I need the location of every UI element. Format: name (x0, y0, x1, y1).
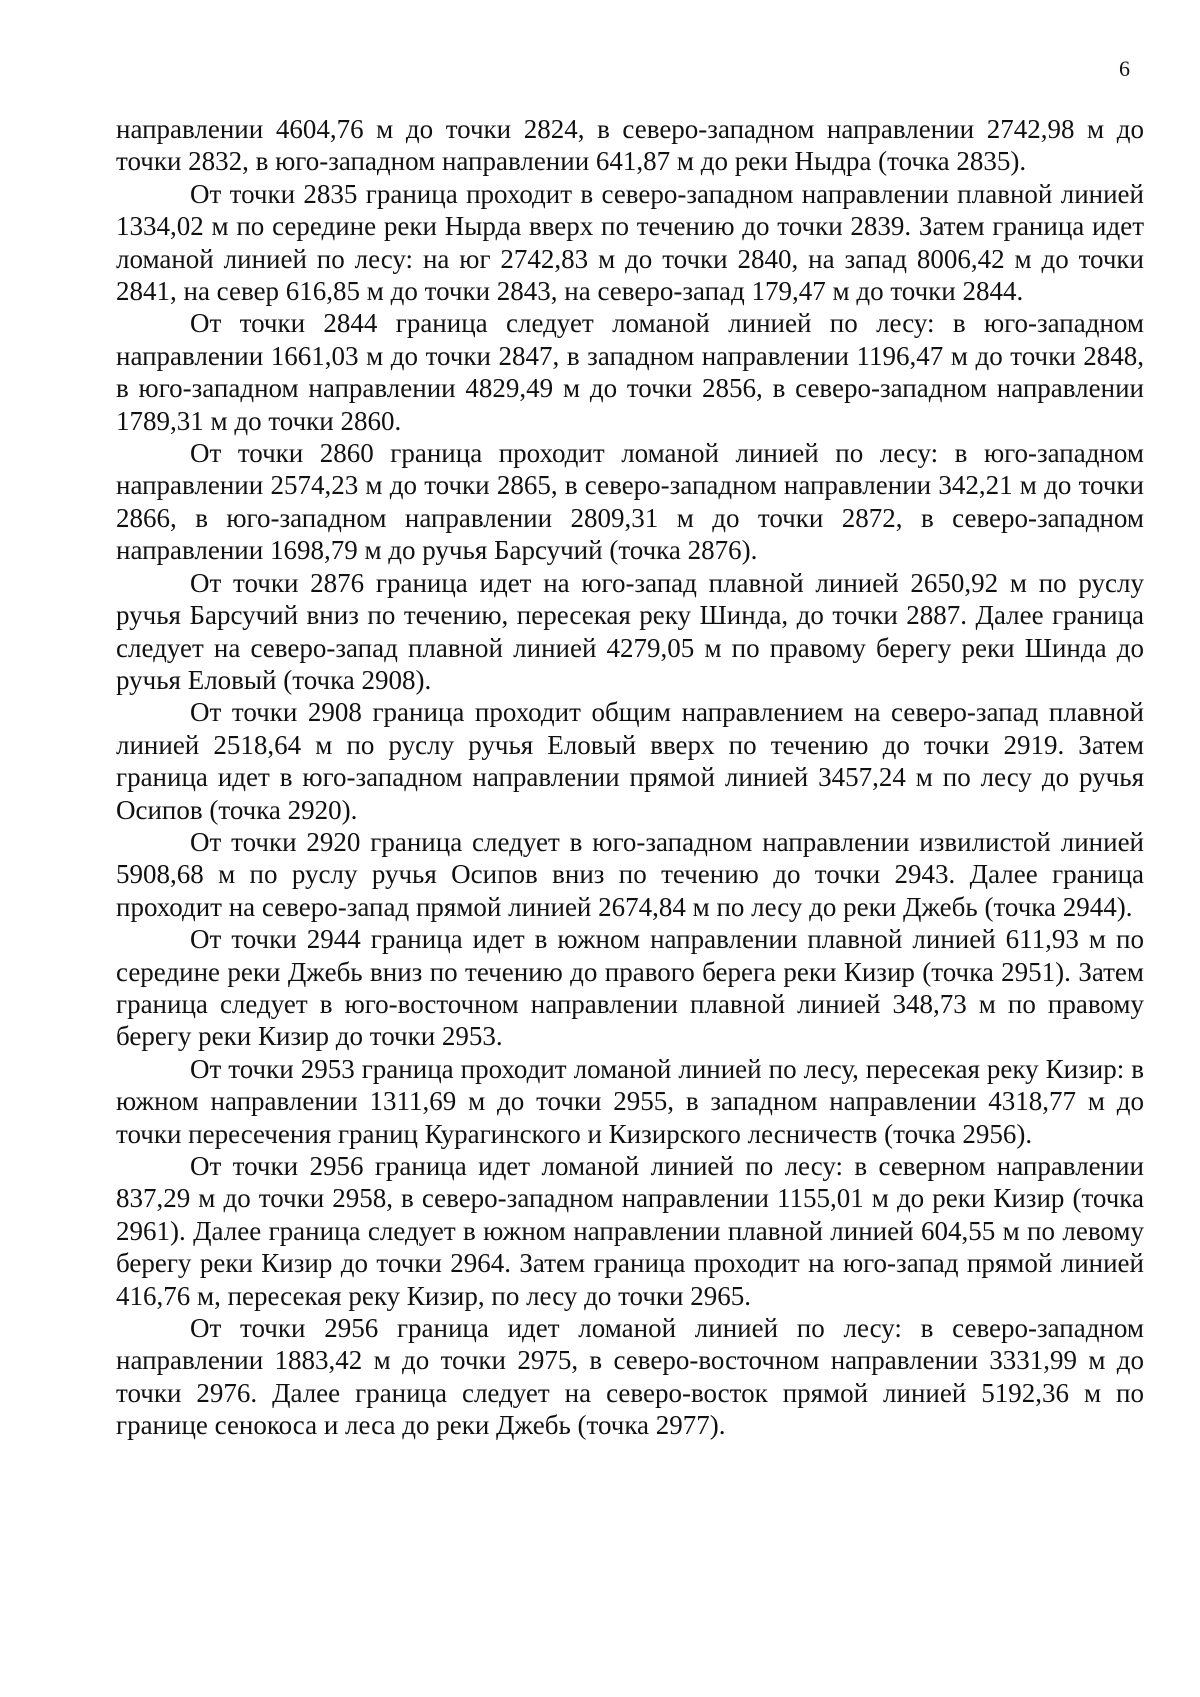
paragraph: От точки 2860 граница проходит ломаной линией по лесу: в юго-западном направлении 2574,23 м до точки 2865, в северо-западном направлении 342,21 м до точки 2866, в юго-западном направлении 2809,31 м до точки 2872, в северо-западном направлении 1698,79 м до ручья Барсучий (точка 2876). (116, 438, 1144, 566)
paragraph: От точки 2920 граница следует в юго-западном направлении извилистой линией 5908,68 м по руслу ручья Осипов вниз по течению до точки 2943. Далее граница проходит на северо-запад прямой линией 2674,84 м по лесу до реки Джебь (точка 2944). (116, 826, 1144, 922)
page-number: 6 (1119, 56, 1130, 81)
paragraph: От точки 2956 граница идет ломаной линией по лесу: в северо-западном направлении 1883,42 м до точки 2975, в северо-восточном направлении 3331,99 м до точки 2976. Далее граница следует на северо-восток прямой линией 5192,36 м по границе сенокоса и леса до реки Джебь (точка 2977). (116, 1313, 1144, 1441)
paragraph: направлении 4604,76 м до точки 2824, в северо-западном направлении 2742,98 м до точки 2832, в юго-западном направлении 641,87 м до реки Ныдра (точка 2835). (116, 114, 1144, 177)
paragraph: От точки 2956 граница идет ломаной линией по лесу: в северном направлении 837,29 м до точки 2958, в северо-западном направлении 1155,01 м до реки Кизир (точка 2961). Далее граница следует в южном направлении плавной линией 604,55 м по левому берегу реки Кизир до точки 2964. Затем граница проходит на юго-запад прямой линией 416,76 м, пересекая реку Кизир, по лесу до точки 2965. (116, 1151, 1144, 1311)
paragraph: От точки 2835 граница проходит в северо-западном направлении плавной линией 1334,02 м по середине реки Нырда вверх по течению до точки 2839. Затем граница идет ломаной линией по лесу: на юг 2742,83 м до точки 2840, на запад 8006,42 м до точки 2841, на север 616,85 м до точки 2843, на северо-запад 179,47 м до точки 2844. (116, 178, 1144, 307)
paragraph: От точки 2844 граница следует ломаной линией по лесу: в юго-западном направлении 1661,03 м до точки 2847, в западном направлении 1196,47 м до точки 2848, в юго-западном направлении 4829,49 м до точки 2856, в северо-западном направлении 1789,31 м до точки 2860. (116, 308, 1144, 436)
paragraph: От точки 2908 граница проходит общим направлением на северо-запад плавной линией 2518,64 м по руслу ручья Еловый вверх по течению до точки 2919. Затем граница идет в юго-западном направлении прямой линией 3457,24 м по лесу до ручья Осипов (точка 2920). (116, 697, 1144, 825)
document-body (116, 113, 1144, 1442)
paragraph: От точки 2876 граница идет на юго-запад плавной линией 2650,92 м по руслу ручья Барсучий вниз по течению, пересекая реку Шинда, до точки 2887. Далее граница следует на северо-запад плавной линией 4279,05 м по правому берегу реки Шинда до ручья Еловый (точка 2908). (116, 567, 1144, 695)
paragraph: От точки 2953 граница проходит ломаной линией по лесу, пересекая реку Кизир: в южном направлении 1311,69 м до точки 2955, в западном направлении 4318,77 м до точки пересечения границ Курагинского и Кизирского лесничеств (точка 2956). (116, 1053, 1144, 1149)
paragraph: От точки 2944 граница идет в южном направлении плавной линией 611,93 м по середине реки Джебь вниз по течению до правого берега реки Кизир (точка 2951). Затем граница следует в юго-восточном направлении плавной линией 348,73 м по правому берегу реки Кизир до точки 2953. (116, 924, 1144, 1052)
